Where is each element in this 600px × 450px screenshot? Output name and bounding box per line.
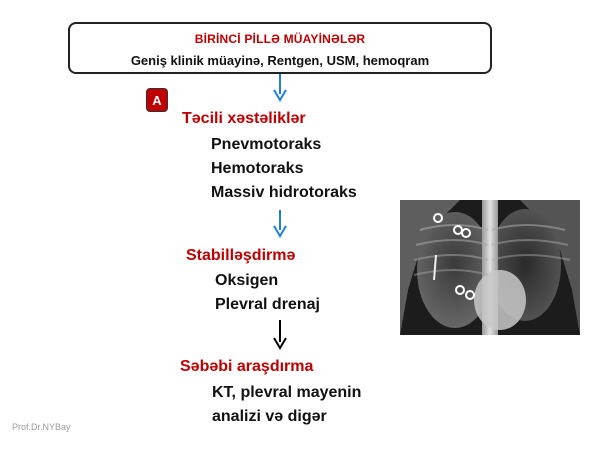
heading-cause-investigation: Səbəbi araşdırma — [180, 358, 314, 375]
item-pleural-drainage: Plevral drenaj — [215, 296, 320, 313]
badge-a: A — [146, 88, 168, 112]
item-analysis-and-other: analizi və digər — [212, 408, 327, 425]
first-stage-subtitle: Geniş klinik müayinə, Rentgen, USM, hemoqram — [130, 53, 430, 68]
heading-stabilization: Stabilləşdirmə — [186, 247, 296, 264]
item-massive-hydrothorax: Massiv hidrotoraks — [211, 184, 357, 201]
author-credit: Prof.Dr.NYBay — [12, 422, 71, 432]
first-stage-title: BİRİNCİ PİLLƏ MÜAYİNƏLƏR — [194, 32, 366, 46]
item-pneumothorax: Pnevmotoraks — [211, 136, 322, 153]
first-stage-box — [68, 22, 492, 74]
heading-urgent-diseases: Təcili xəstəliklər — [182, 110, 306, 127]
item-hemothorax: Hemotoraks — [211, 160, 304, 177]
arrow-down-icon — [272, 74, 288, 104]
chest-xray-image — [400, 200, 580, 335]
arrow-down-icon — [272, 320, 288, 352]
item-oxygen: Oksigen — [215, 272, 279, 289]
item-ct-pleural-fluid: KT, plevral mayenin — [212, 384, 362, 401]
arrow-down-icon — [272, 210, 288, 240]
